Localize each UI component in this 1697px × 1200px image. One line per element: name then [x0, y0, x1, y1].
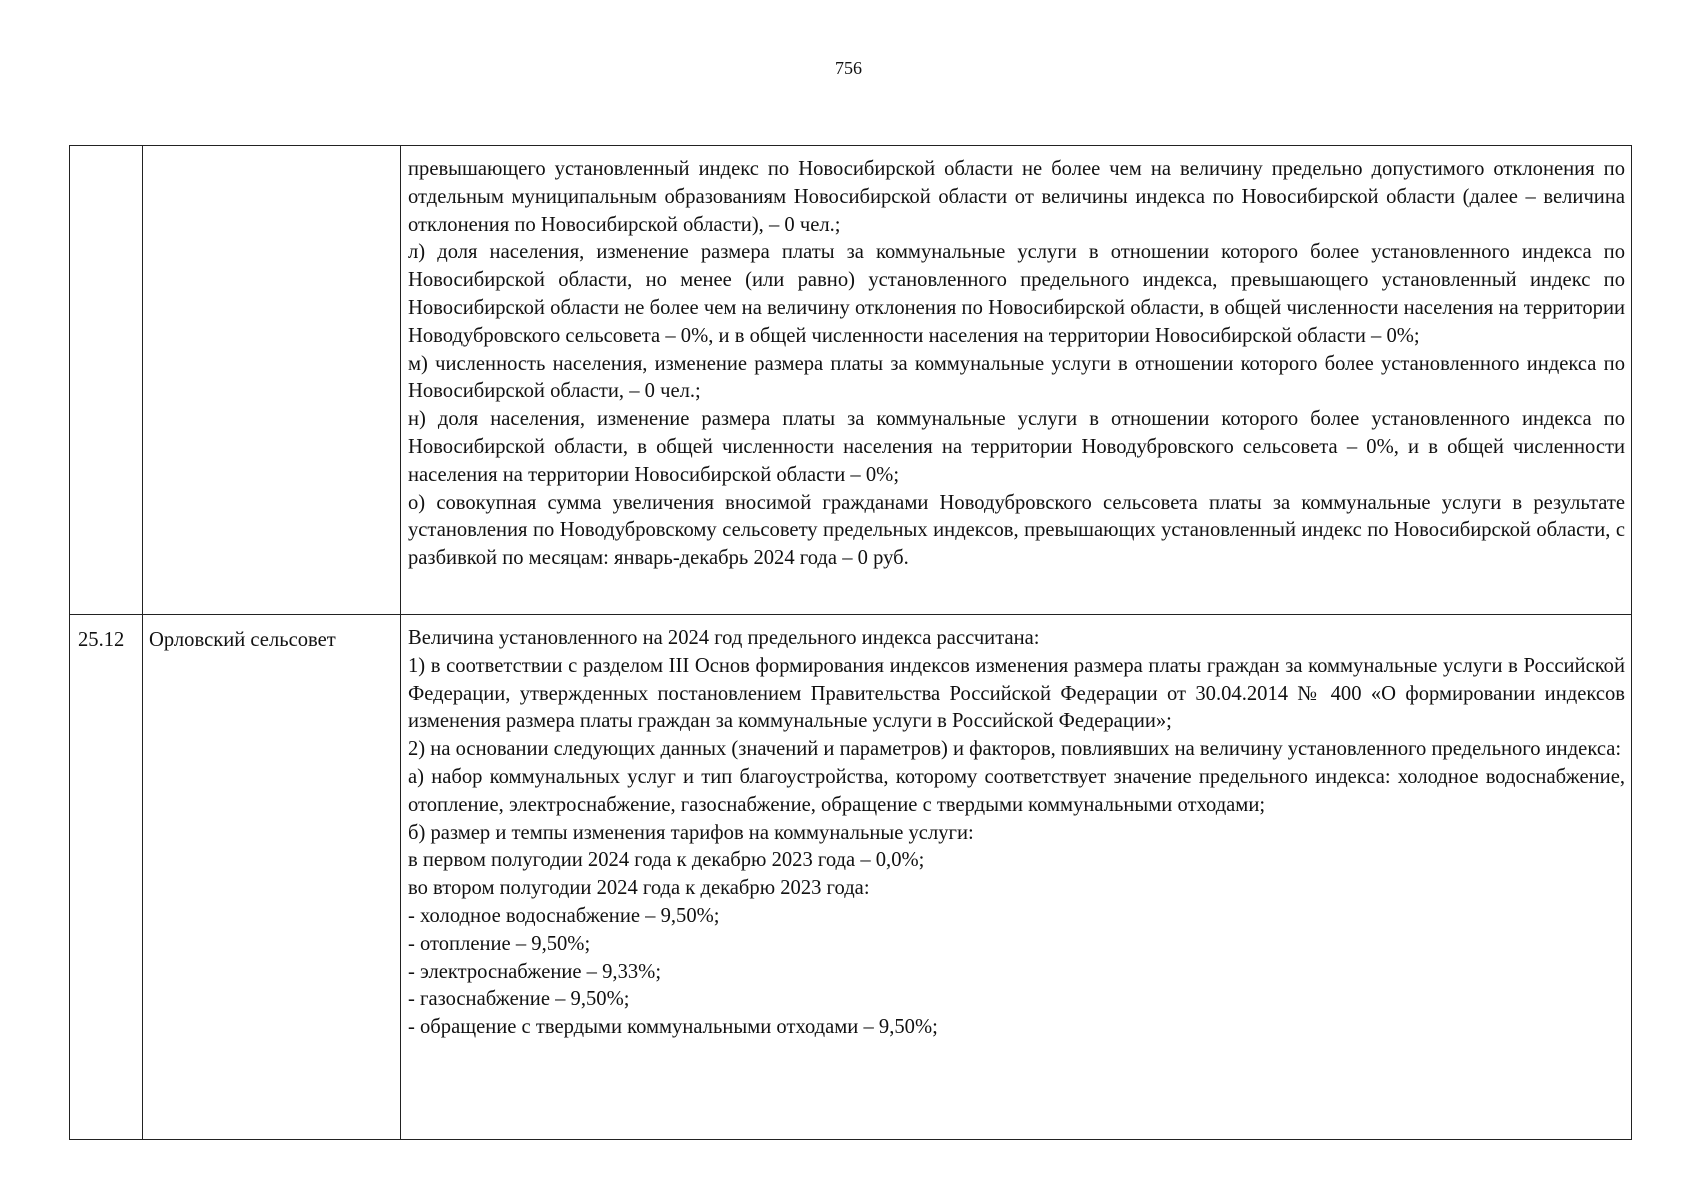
paragraph: л) доля населения, изменение размера платы за коммунальные услуги в отношении которого более установленного индекса по Новосибирской области, но менее (или равно) установленного предельного индекса, превышающего установленный индекс по Новосибирской области не более чем на величину отклонения по Новосибирской области, в общей численности населения на территории Новодубровского сельсовета – 0%, и в общей численности населения на территории Новосибирской области – 0%;	[408, 241, 1625, 347]
document-table	[69, 145, 1632, 1140]
table-row	[70, 615, 1632, 1140]
paragraph: - отопление – 9,50%;	[408, 932, 591, 955]
paragraph: м) численность населения, изменение размера платы за коммунальные услуги в отношении которого более установленного индекса по Новосибирской области, – 0 чел.;	[408, 352, 1625, 403]
paragraph: - электроснабжение – 9,33%;	[408, 960, 662, 983]
paragraph: а) набор коммунальных услуг и тип благоустройства, которому соответствует значение предельного индекса: холодное водоснабжение, отопление, электроснабжение, газоснабжение, обращение с твердыми коммунальными отходами;	[408, 765, 1625, 816]
row-number-cell: 25.12	[70, 615, 143, 1140]
description-cell	[401, 146, 1632, 615]
paragraph: - обращение с твердыми коммунальными отходами – 9,50%;	[408, 1016, 938, 1039]
table-row	[70, 146, 1632, 615]
description-cell	[401, 615, 1632, 1140]
paragraph: 2) на основании следующих данных (значений и параметров) и факторов, повлиявших на величину установленного предельного индекса:	[408, 738, 1622, 761]
page-number: 756	[835, 58, 862, 78]
paragraph: превышающего установленный индекс по Новосибирской области не более чем на величину предельно допустимого отклонения по отдельным муниципальным образованиям Новосибирской области от величины индекса по Новосибирской области (далее – величина отклонения по Новосибирской области), – 0 чел.;	[408, 158, 1625, 236]
paragraph: б) размер и темпы изменения тарифов на коммунальные услуги:	[408, 821, 974, 844]
paragraph: во втором полугодии 2024 года к декабрю 2023 года:	[408, 877, 870, 900]
row-number-cell	[70, 146, 143, 615]
municipality-name-cell: Орловский сельсовет	[143, 615, 401, 1140]
paragraph: Величина установленного на 2024 год предельного индекса рассчитана:	[408, 627, 1040, 649]
paragraph: н) доля населения, изменение размера платы за коммунальные услуги в отношении которого более установленного индекса по Новосибирской области, в общей численности населения на территории Новодубровского сельсовета – 0%, и в общей численности населения на территории Новосибирской области – 0%;	[408, 408, 1625, 486]
paragraph: 1) в соответствии с разделом III Основ формирования индексов изменения размера платы граждан за коммунальные услуги в Российской Федерации, утвержденных постановлением Правительства Российской Федерации от 30.04.2014 № 400 «О формировании индексов изменения размера платы граждан за коммунальные услуги в Российской Федерации»;	[408, 654, 1625, 733]
paragraph: - газоснабжение – 9,50%;	[408, 988, 630, 1011]
municipality-name-cell	[143, 146, 401, 615]
paragraph: в первом полугодии 2024 года к декабрю 2023 года – 0,0%;	[408, 849, 925, 872]
paragraph: - холодное водоснабжение – 9,50%;	[408, 904, 720, 927]
paragraph: о) совокупная сумма увеличения вносимой гражданами Новодубровского сельсовета платы за коммунальные услуги в результате установления по Новодубровскому сельсовету предельных индексов, превышающих установленный индекс по Новосибирской области, с разбивкой по месяцам: январь-декабрь 2024 года – 0 руб.	[408, 491, 1625, 570]
